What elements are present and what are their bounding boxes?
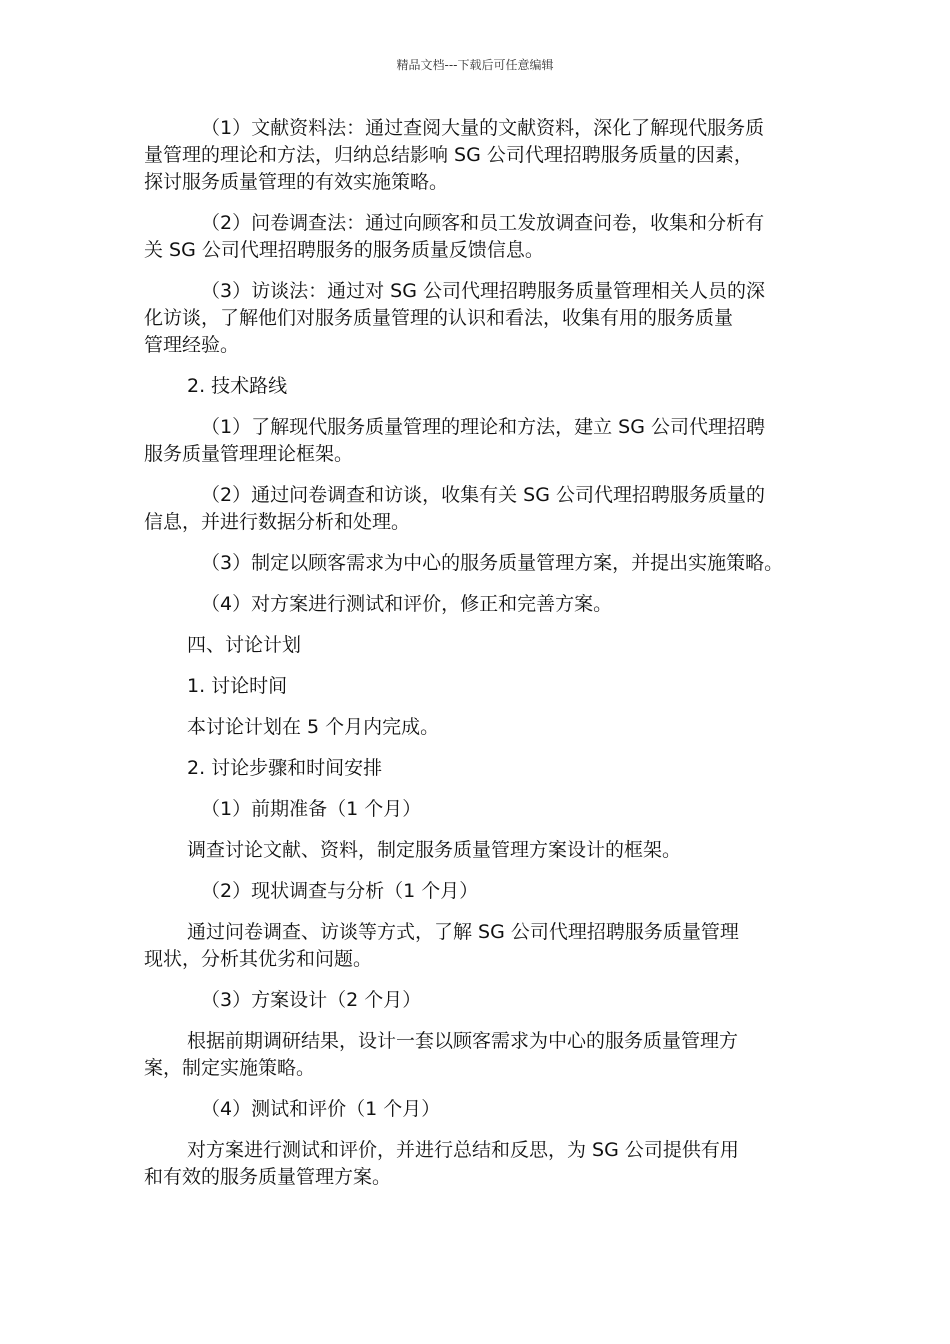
heading-time [144,673,824,700]
heading-steps [144,755,824,782]
text-line: （4）测试和评价（1 个月） [201,1098,441,1120]
text-line: 和有效的服务质量管理方案。 [144,1166,392,1188]
text-line: 本讨论计划在 5 个月内完成。 [187,716,440,738]
text-line: 2. 讨论步骤和时间安排 [187,757,383,779]
text-line: 服务质量管理理论框架。 [144,443,354,465]
heading-plan [144,632,824,659]
text-line: 案，制定实施策略。 [144,1057,316,1079]
step-4-text [144,1137,824,1191]
text-line: 探讨服务质量管理的有效实施策略。 [144,171,449,193]
paragraph-method-questionnaire [144,210,824,264]
paragraph-route-3 [144,550,824,577]
document-body [144,115,824,1205]
page-header: 精品文档---下载后可任意编辑 [396,58,554,72]
text-line: （3）访谈法：通过对 SG 公司代理招聘服务质量管理相关人员的深 [201,280,765,302]
step-1-title [144,796,824,823]
step-3-text [144,1028,824,1082]
paragraph-route-4 [144,591,824,618]
text-line: （3）方案设计（2 个月） [201,989,422,1011]
text-line: 化访谈，了解他们对服务质量管理的认识和看法，收集有用的服务质量 [144,307,734,329]
step-4-title [144,1096,824,1123]
paragraph-time [144,714,824,741]
text-line: （2）问卷调查法：通过向顾客和员工发放调查问卷，收集和分析有 [201,212,765,234]
text-line: 关 SG 公司代理招聘服务的服务质量反馈信息。 [144,239,544,261]
text-line: 现状，分析其优劣和问题。 [144,948,373,970]
paragraph-route-2 [144,482,824,536]
text-line: （2）现状调查与分析（1 个月） [201,880,479,902]
text-line: （3）制定以顾客需求为中心的服务质量管理方案，并提出实施策略。 [201,552,784,574]
paragraph-method-interview [144,278,824,359]
text-line: （1）前期准备（1 个月） [201,798,422,820]
step-3-title [144,987,824,1014]
text-line: 调查讨论文献、资料，制定服务质量管理方案设计的框架。 [187,839,682,861]
step-2-title [144,878,824,905]
paragraph-route-1 [144,414,824,468]
step-1-text [144,837,824,864]
text-line: 通过问卷调查、访谈等方式，了解 SG 公司代理招聘服务质量管理 [187,921,739,943]
text-line: 管理经验。 [144,334,240,356]
text-line: 2. 技术路线 [187,375,288,397]
text-line: 四、讨论计划 [187,634,302,656]
paragraph-method-literature [144,115,824,196]
text-line: （2）通过问卷调查和访谈，收集有关 SG 公司代理招聘服务质量的 [201,484,765,506]
text-line: 量管理的理论和方法，归纳总结影响 SG 公司代理招聘服务质量的因素， [144,144,753,166]
text-line: （1）了解现代服务质量管理的理论和方法，建立 SG 公司代理招聘 [201,416,765,438]
heading-tech-route [144,373,824,400]
text-line: （4）对方案进行测试和评价，修正和完善方案。 [201,593,613,615]
text-line: 对方案进行测试和评价，并进行总结和反思，为 SG 公司提供有用 [187,1139,739,1161]
text-line: 根据前期调研结果，设计一套以顾客需求为中心的服务质量管理方 [187,1030,739,1052]
text-line: 信息，并进行数据分析和处理。 [144,511,411,533]
text-line: 1. 讨论时间 [187,675,288,697]
text-line: （1）文献资料法：通过查阅大量的文献资料，深化了解现代服务质 [201,117,765,139]
step-2-text [144,919,824,973]
